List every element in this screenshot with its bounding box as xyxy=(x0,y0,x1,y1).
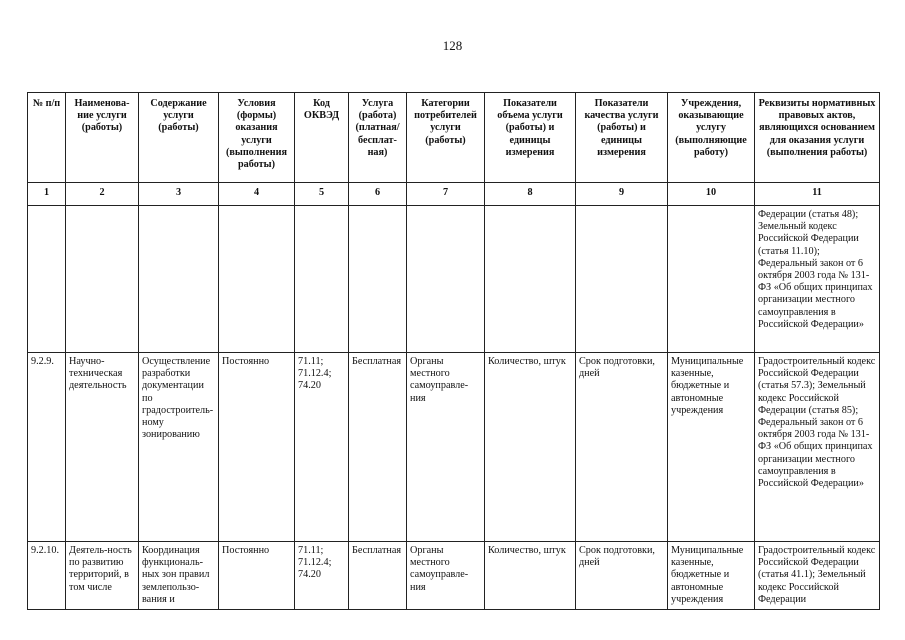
table-cell xyxy=(295,206,349,353)
table-cell: Количество, штук xyxy=(485,542,576,610)
table-cell: Градостроительный кодекс Российской Федерации (статья 57.3); Земельный кодекс Российской Федерации (статья 85); Федеральный закон от 6 октября 2003 года № 131-ФЗ «Об общих принципах организации местного самоуправления в Российской Федерации» xyxy=(755,353,880,542)
column-number: 11 xyxy=(755,183,880,206)
table-cell: 71.11; 71.12.4; 74.20 xyxy=(295,542,349,610)
table-cell: Деятель-ность по развитию территорий, в том числе xyxy=(66,542,139,610)
table-row xyxy=(28,353,880,542)
column-number: 10 xyxy=(668,183,755,206)
table-cell xyxy=(219,206,295,353)
table-cell: Постоянно xyxy=(219,353,295,542)
header-cell: № п/п xyxy=(28,93,66,183)
column-number: 4 xyxy=(219,183,295,206)
table-cell xyxy=(349,206,407,353)
table-cell xyxy=(28,206,66,353)
table-cell: 71.11; 71.12.4; 74.20 xyxy=(295,353,349,542)
column-number: 2 xyxy=(66,183,139,206)
table-header-row xyxy=(28,93,880,183)
header-cell: Показатели объема услуги (работы) и единицы измерения xyxy=(485,93,576,183)
column-number: 1 xyxy=(28,183,66,206)
table-cell: Муниципальные казенные, бюджетные и автономные учреждения xyxy=(668,542,755,610)
table-cell: Органы местного самоуправле-ния xyxy=(407,542,485,610)
table-cell: Градостроительный кодекс Российской Федерации (статья 41.1); Земельный кодекс Российской Федерации xyxy=(755,542,880,610)
table-cell: Муниципальные казенные, бюджетные и автономные учреждения xyxy=(668,353,755,542)
table-row xyxy=(28,542,880,610)
table-cell: 9.2.10. xyxy=(28,542,66,610)
table-cell: Срок подготовки, дней xyxy=(576,353,668,542)
header-cell: Показатели качества услуги (работы) и единицы измерения xyxy=(576,93,668,183)
table-cell: Постоянно xyxy=(219,542,295,610)
header-cell: Условия (формы) оказания услуги (выполнения работы) xyxy=(219,93,295,183)
table-cell: Федерации (статья 48); Земельный кодекс Российской Федерации (статья 11.10); Федеральный закон от 6 октября 2003 года № 131-ФЗ «Об общих принципах организации местного самоуправления в Российской Федерации» xyxy=(755,206,880,353)
column-number: 6 xyxy=(349,183,407,206)
table-cell xyxy=(576,206,668,353)
table-cell xyxy=(407,206,485,353)
header-cell: Реквизиты нормативных правовых актов, являющихся основанием для оказания услуги (выполнения работы) xyxy=(755,93,880,183)
table-cell: Органы местного самоуправле-ния xyxy=(407,353,485,542)
table-cell: Координация функциональ-ных зон правил землепользо-вания и xyxy=(139,542,219,610)
table-cell: Количество, штук xyxy=(485,353,576,542)
table-cell xyxy=(485,206,576,353)
table-cell xyxy=(66,206,139,353)
table-cell: Срок подготовки, дней xyxy=(576,542,668,610)
header-cell: Учреждения, оказывающие услугу (выполняющие работу) xyxy=(668,93,755,183)
table-cell xyxy=(668,206,755,353)
column-number-row xyxy=(28,183,880,206)
table-row xyxy=(28,206,880,353)
header-cell: Код ОКВЭД xyxy=(295,93,349,183)
table-cell: 9.2.9. xyxy=(28,353,66,542)
page-number: 128 xyxy=(442,38,463,53)
header-cell: Содержание услуги (работы) xyxy=(139,93,219,183)
table-cell: Бесплатная xyxy=(349,542,407,610)
header-cell: Категории потребителей услуги (работы) xyxy=(407,93,485,183)
column-number: 9 xyxy=(576,183,668,206)
table-cell: Научно-техническая деятельность xyxy=(66,353,139,542)
table-cell xyxy=(139,206,219,353)
column-number: 7 xyxy=(407,183,485,206)
table-cell: Осуществление разработки документации по градостроитель-ному зонированию xyxy=(139,353,219,542)
table-cell: Бесплатная xyxy=(349,353,407,542)
column-number: 8 xyxy=(485,183,576,206)
header-cell: Наименова-ние услуги (работы) xyxy=(66,93,139,183)
column-number: 5 xyxy=(295,183,349,206)
services-table xyxy=(27,92,880,610)
header-cell: Услуга (работа) (платная/ бесплат-ная) xyxy=(349,93,407,183)
column-number: 3 xyxy=(139,183,219,206)
